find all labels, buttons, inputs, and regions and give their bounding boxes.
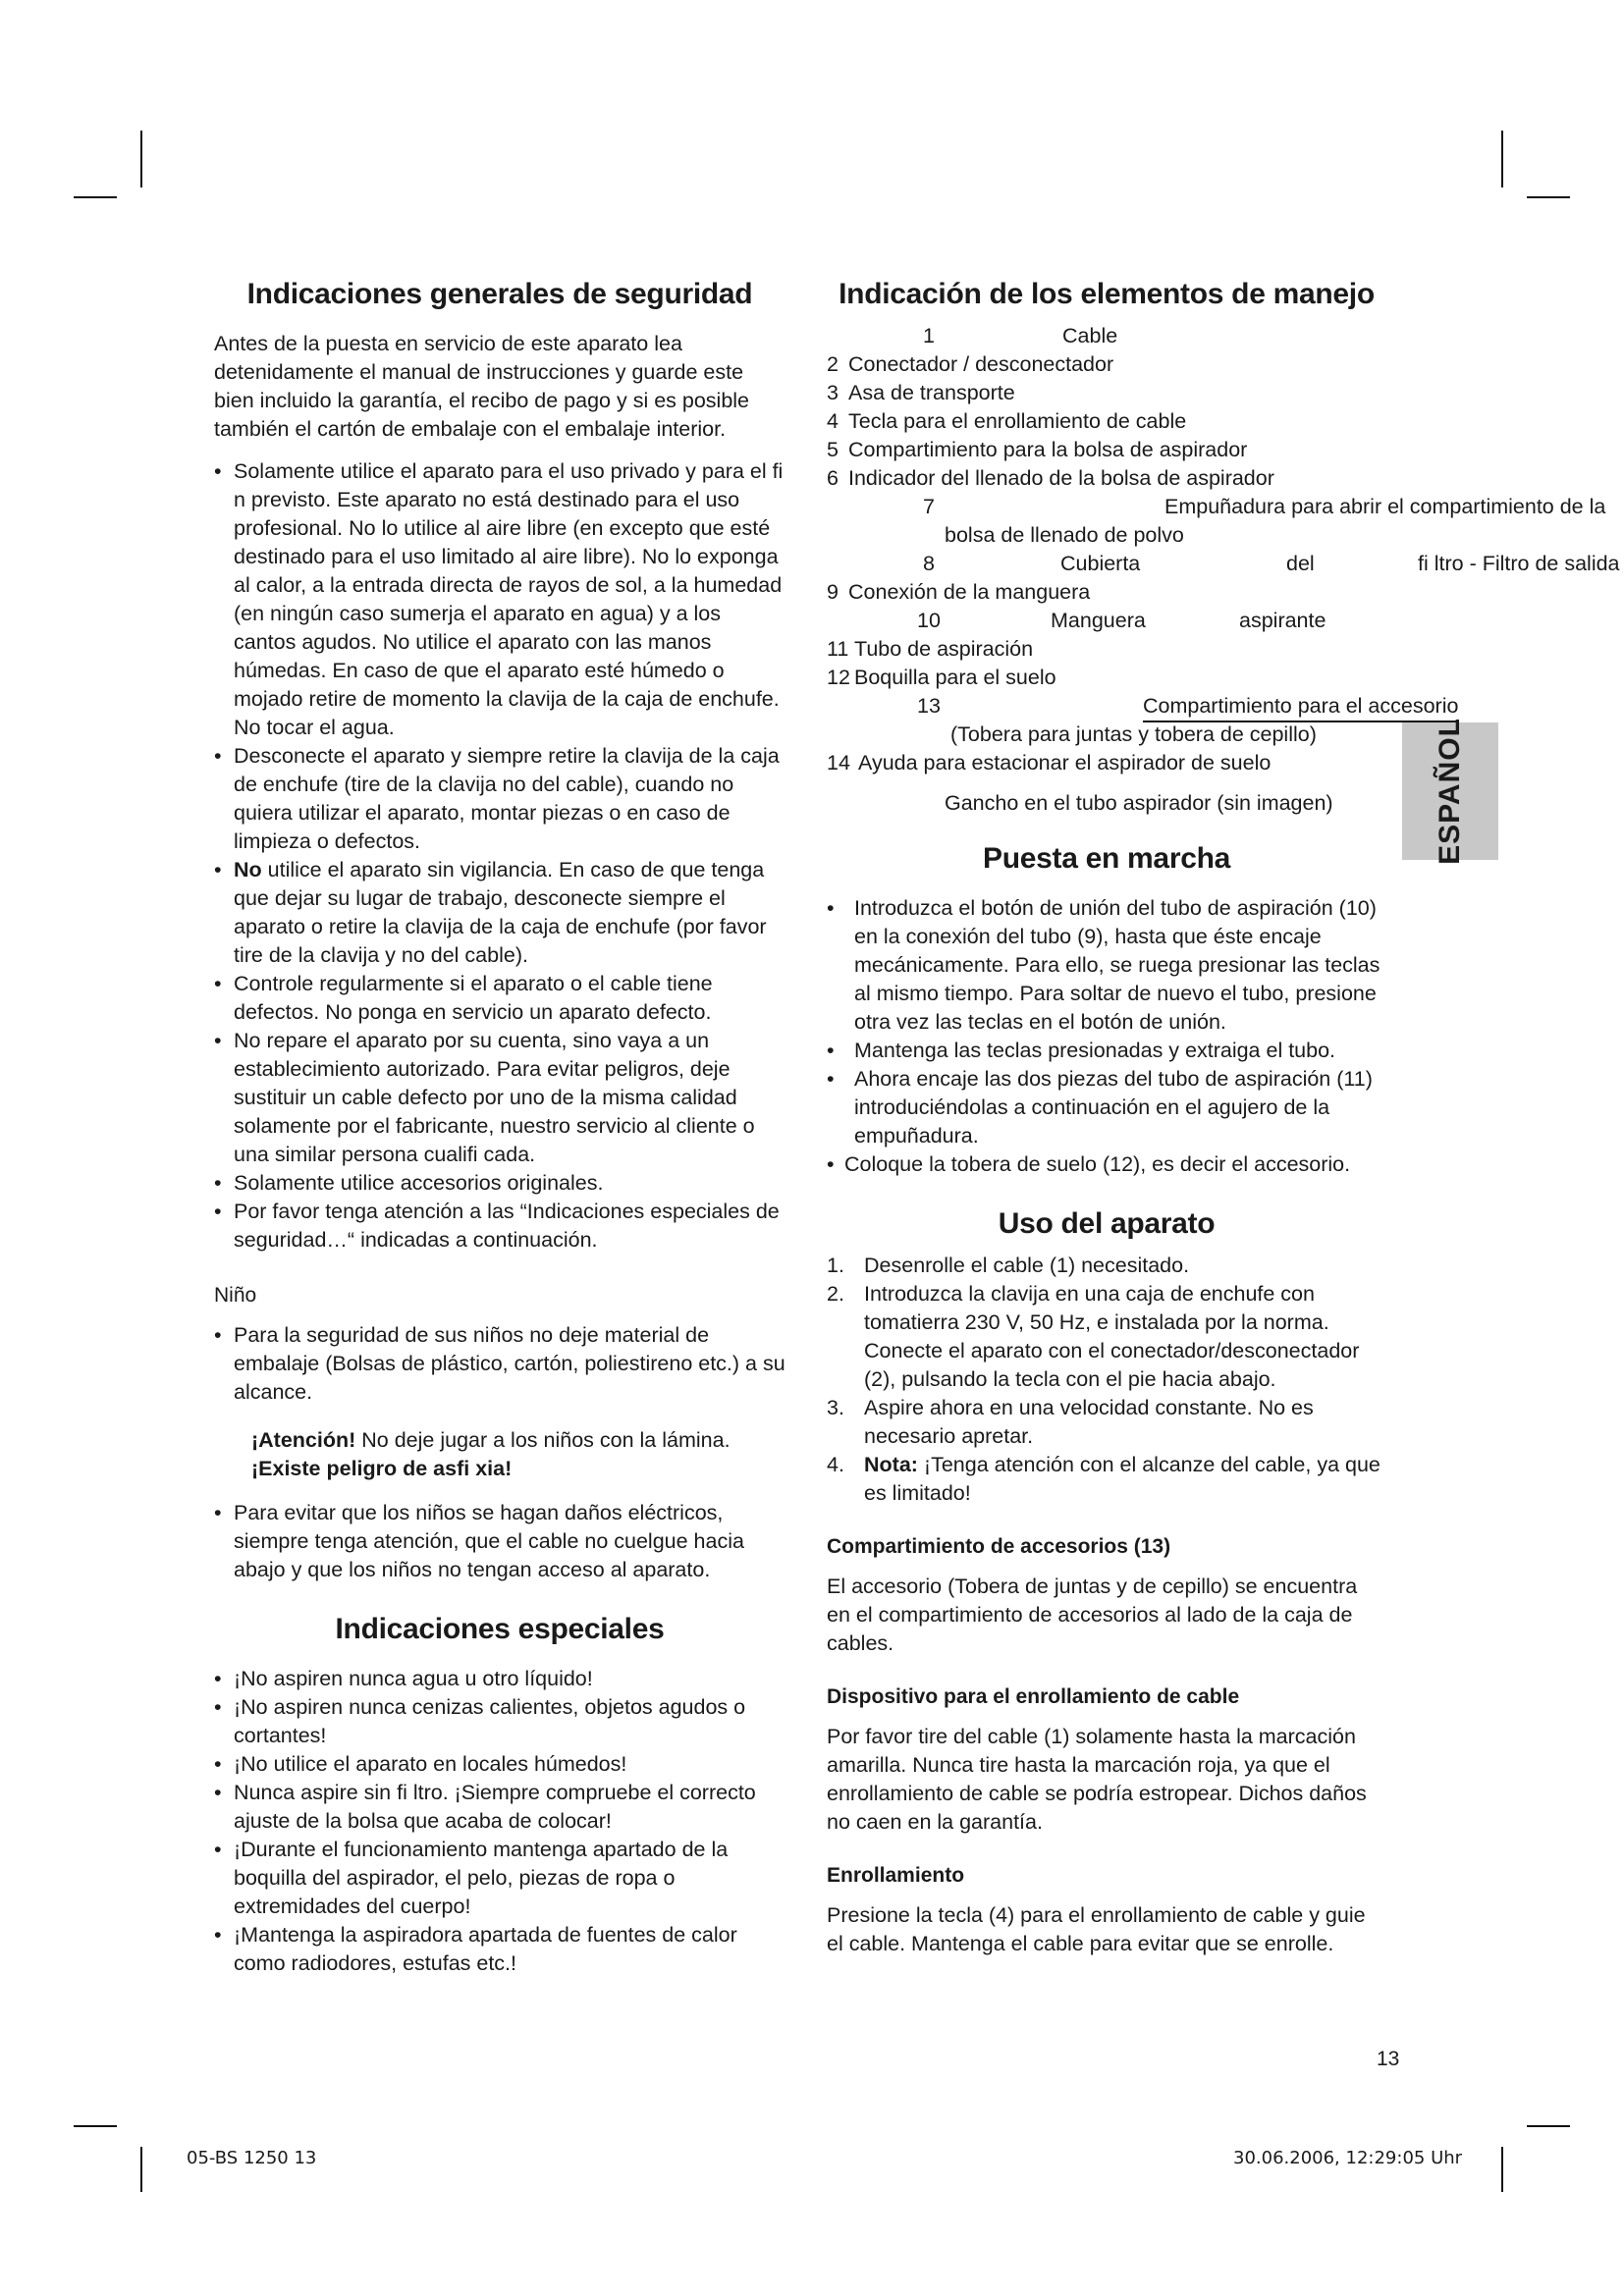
list-item (827, 379, 1386, 407)
elements-list-b (827, 635, 1386, 692)
list-item: • Para la seguridad de sus niños no deje material de embalaje (Bolsas de plástico, cartón, poliestireno etc.) a su alcance. (214, 1321, 785, 1407)
paragraph: Por favor tire del cable (1) solamente hasta la marcación amarilla. Nunca tire hasta la marcación roja, ya que el enrollamiento de cable se podría estropear. Dichos daños no caen en la garantía. (827, 1725, 1367, 1834)
sub-heading: Compartimiento de accesorios (13) (827, 1535, 1171, 1558)
step-text: Aspire ahora en una velocidad constante. No es necesario apretar. (864, 1396, 1314, 1448)
element-number: 10 (917, 609, 941, 632)
step-text: Introduzca la clavija en una caja de enchufe con tomatierra 230 V, 50 Hz, e instalada por la norma. Conecte el aparato con el conectador/desconectador (2), pulsando la tecla con el pie hacia abajo. (864, 1282, 1360, 1391)
item-number: 11 (827, 637, 849, 661)
element-number: 1 (923, 324, 935, 347)
use-section (827, 1206, 1386, 1508)
use-steps (827, 1252, 1386, 1508)
item-number: 2 (827, 352, 839, 376)
crop-mark (1501, 131, 1503, 187)
sub-heading: Niño (214, 1284, 257, 1307)
item-text: Boquilla para el suelo (854, 666, 1056, 689)
item-number: 5 (827, 438, 839, 461)
cable-device-section (827, 1683, 1386, 1837)
element-row (827, 322, 1386, 350)
paragraph: El accesorio (Tobera de juntas y de cepillo) se encuentra en el compartimiento de accesorios al lado de la caja de cables. (827, 1575, 1358, 1655)
step-text: Desenrolle el cable (1) necesitado. (864, 1254, 1190, 1277)
crop-mark (140, 131, 142, 187)
paragraph: Presione la tecla (4) para el enrollamiento de cable y guie el cable. Mantenga el cable para evitar que se enrolle. (827, 1903, 1366, 1955)
list-item: • ¡Mantenga la aspiradora apartada de fuentes de calor como radiodores, estufas etc.! (214, 1921, 785, 1978)
element-label: Cubierta (1060, 552, 1141, 575)
step-number: 3. (827, 1396, 844, 1419)
list-item: • Introduzca el botón de unión del tubo de aspiración (10) en la conexión del tubo (9), hasta que éste encaje mecánicamente. Para ello, se ruega presionar las teclas al mismo tiempo. Para soltar de nuevo el tubo, presione otra vez las teclas en el botón de unión. (827, 894, 1386, 1037)
element-label: del (1286, 552, 1315, 575)
list-item (827, 635, 1386, 664)
element-row (827, 550, 1620, 578)
list-item: • Mantenga las teclas presionadas y extraiga el tubo. (827, 1037, 1386, 1065)
bold-text: No (234, 858, 262, 881)
list-item (827, 407, 1386, 436)
crop-mark (140, 2147, 142, 2192)
element-label: Conexión de la manguera (848, 580, 1091, 604)
list-item (214, 856, 785, 970)
start-list (827, 894, 1386, 1179)
list-item (827, 1394, 1386, 1451)
element-label: Ayuda para estacionar el aspirador de suelo (858, 751, 1272, 774)
special-section (214, 1612, 785, 1978)
element-row (827, 521, 1386, 550)
list-item: • ¡No utilice el aparato en locales húmedos! (214, 1750, 785, 1779)
list-item: • Coloque la tobera de suelo (12), es decir el accesorio. (827, 1150, 1386, 1179)
list-item (827, 436, 1386, 464)
safety-list (214, 457, 785, 1255)
bold-text: ¡Existe peligro de asfi xia! (251, 1457, 513, 1480)
child-section (214, 1282, 785, 1584)
bold-text: ¡Atención! (251, 1428, 356, 1452)
special-list (214, 1665, 785, 1978)
section-title: Uso del aparato (998, 1207, 1216, 1240)
accessories-section (827, 1533, 1386, 1658)
crop-mark (74, 196, 117, 198)
element-row (827, 721, 1386, 749)
step-text: ¡Tenga atención con el alcanze del cable, ya que es limitado! (864, 1453, 1380, 1505)
list-item: • ¡No aspiren nunca agua u otro líquido! (214, 1665, 785, 1693)
left-column (214, 277, 785, 1978)
section-title: Indicaciones especiales (335, 1613, 665, 1645)
list-item (827, 664, 1386, 692)
list-item: • Solamente utilice el aparato para el uso privado y para el fi n previsto. Este aparato no está destinado para el uso profesional. No lo utilice al aire libre (en excepto que esté destinado para el uso limitado al aire libre). No lo exponga al calor, a la entrada directa de rayos de sol, a la humedad (en ningún caso sumerja el aparato en agua) y a los cantos agudos. No utilice el aparato con las manos húmedas. En caso de que el aparato esté húmedo o mojado retire de momento la clavija de la caja de enchufe. No tocar el agua. (214, 457, 785, 742)
element-label-cont: bolsa de llenado de polvo (945, 523, 1184, 547)
list-item: • ¡Durante el funcionamiento mantenga apartado de la boquilla del aspirador, el pelo, piezas de ropa o extremidades del cuerpo! (214, 1836, 785, 1921)
crop-mark (1527, 2125, 1570, 2127)
list-item: • Controle regularmente si el aparato o el cable tiene defectos. No ponga en servicio un aparato defecto. (214, 970, 785, 1027)
child-list-2 (214, 1499, 785, 1584)
list-item: • Nunca aspire sin fi ltro. ¡Siempre compruebe el correcto ajuste de la bolsa que acaba de colocar! (214, 1779, 785, 1836)
child-list (214, 1321, 785, 1407)
step-number: 2. (827, 1282, 844, 1306)
element-label: fi ltro - Filtro de salida (1418, 552, 1620, 575)
element-row (827, 607, 1386, 635)
element-label: Cable (1062, 324, 1118, 347)
item-text: Conectador / desconectador (848, 352, 1114, 376)
item-text: Compartimiento para la bolsa de aspirador (848, 438, 1248, 461)
list-item (827, 464, 1386, 493)
element-number: 13 (917, 694, 941, 718)
item-number: 12 (827, 666, 850, 689)
page-number: 13 (1377, 2048, 1400, 2070)
item-text: Indicador del llenado de la bolsa de aspirador (848, 466, 1274, 490)
item-number: 4 (827, 409, 839, 433)
element-row (827, 749, 1386, 777)
list-item-text: utilice el aparato sin vigilancia. En caso de que tenga que dejar su lugar de trabajo, desconecte siempre el aparato o retire la clavija de la caja de enchufe (por favor tire de la clavija y no del cable). (234, 858, 767, 967)
element-number: 14 (827, 751, 850, 774)
item-text: Tubo de aspiración (854, 637, 1034, 661)
section-title: Indicaciones generales de seguridad (246, 278, 753, 310)
element-number: 7 (923, 495, 935, 518)
element-row (827, 493, 1606, 521)
crop-mark (74, 2125, 117, 2127)
list-item: • Para evitar que los niños se hagan daños eléctricos, siempre tenga atención, que el cable no cuelgue hacia abajo y que los niños no tengan acceso al aparato. (214, 1499, 785, 1584)
list-item: • ¡No aspiren nunca cenizas calientes, objetos agudos o cortantes! (214, 1693, 785, 1750)
section-title: Puesta en marcha (983, 842, 1230, 875)
element-label: Compartimiento para el accesorio (1143, 692, 1458, 722)
rewind-section (827, 1862, 1386, 1958)
warning-text: No deje jugar a los niños con la lámina. (355, 1428, 731, 1452)
element-label: Manguera (1051, 609, 1146, 632)
list-item: • No repare el aparato por su cuenta, sino vaya a un establecimiento autorizado. Para evitar peligros, deje sustituir un cable defecto por uno de la misma calidad solamente por el fabricante, nuestro servicio al cliente o una similar persona cualifi cada. (214, 1027, 785, 1169)
element-row (827, 578, 1386, 607)
language-tab (1402, 718, 1498, 865)
section-title: Indicación de los elementos de manejo (839, 278, 1375, 310)
safety-section (214, 277, 785, 1255)
item-text: Tecla para el enrollamiento de cable (848, 409, 1187, 433)
item-number: 3 (827, 381, 839, 404)
footer-right: 30.06.2006, 12:29:05 Uhr (1233, 2148, 1463, 2168)
element-note: Gancho en el tubo aspirador (sin imagen) (945, 791, 1333, 815)
footer-left: 05-BS 1250 13 (187, 2148, 317, 2168)
list-item (827, 350, 1386, 379)
language-label: ESPAÑOL (1434, 718, 1466, 865)
start-section (827, 841, 1386, 1179)
list-item: • Por favor tenga atención a las “Indicaciones especiales de seguridad…“ indicadas a continuación. (214, 1198, 785, 1255)
list-item (827, 1252, 1386, 1280)
list-item: • Solamente utilice accesorios originales. (214, 1169, 785, 1198)
item-number: 6 (827, 466, 839, 490)
element-label: Empuñadura para abrir el compartimiento de la (1164, 495, 1606, 518)
sub-heading: Enrollamiento (827, 1864, 965, 1887)
element-number: 8 (923, 552, 935, 575)
crop-mark (1501, 2147, 1503, 2192)
elements-list-a (827, 350, 1386, 493)
element-label-cont: (Tobera para juntas y tobera de cepillo) (950, 722, 1317, 746)
bold-text: Nota: (864, 1453, 918, 1476)
sub-heading: Dispositivo para el enrollamiento de cable (827, 1685, 1240, 1708)
list-item (827, 1280, 1386, 1394)
warning-note (214, 1426, 785, 1483)
element-row (827, 789, 1386, 818)
list-item (827, 1451, 1386, 1508)
element-label: aspirante (1239, 609, 1326, 632)
element-number: 9 (827, 580, 839, 604)
crop-mark (1527, 196, 1570, 198)
item-text: Asa de transporte (848, 381, 1015, 404)
step-number: 1. (827, 1254, 844, 1277)
element-row (827, 692, 1459, 721)
intro-paragraph: Antes de la puesta en servicio de este aparato lea detenidamente el manual de instrucciones y guarde este bien incluido la garantía, el recibo de pago y si es posible también el cartón de embalaje con el embalaje interior. (214, 332, 750, 441)
list-item: • Ahora encaje las dos piezas del tubo de aspiración (11) introduciéndolas a continuación en el agujero de la empuñadura. (827, 1065, 1386, 1150)
list-item: • Desconecte el aparato y siempre retire la clavija de la caja de enchufe (tire de la clavija no del cable), cuando no quiera utilizar el aparato, montar piezas o en caso de limpieza o defectos. (214, 742, 785, 856)
step-number: 4. (827, 1453, 844, 1476)
